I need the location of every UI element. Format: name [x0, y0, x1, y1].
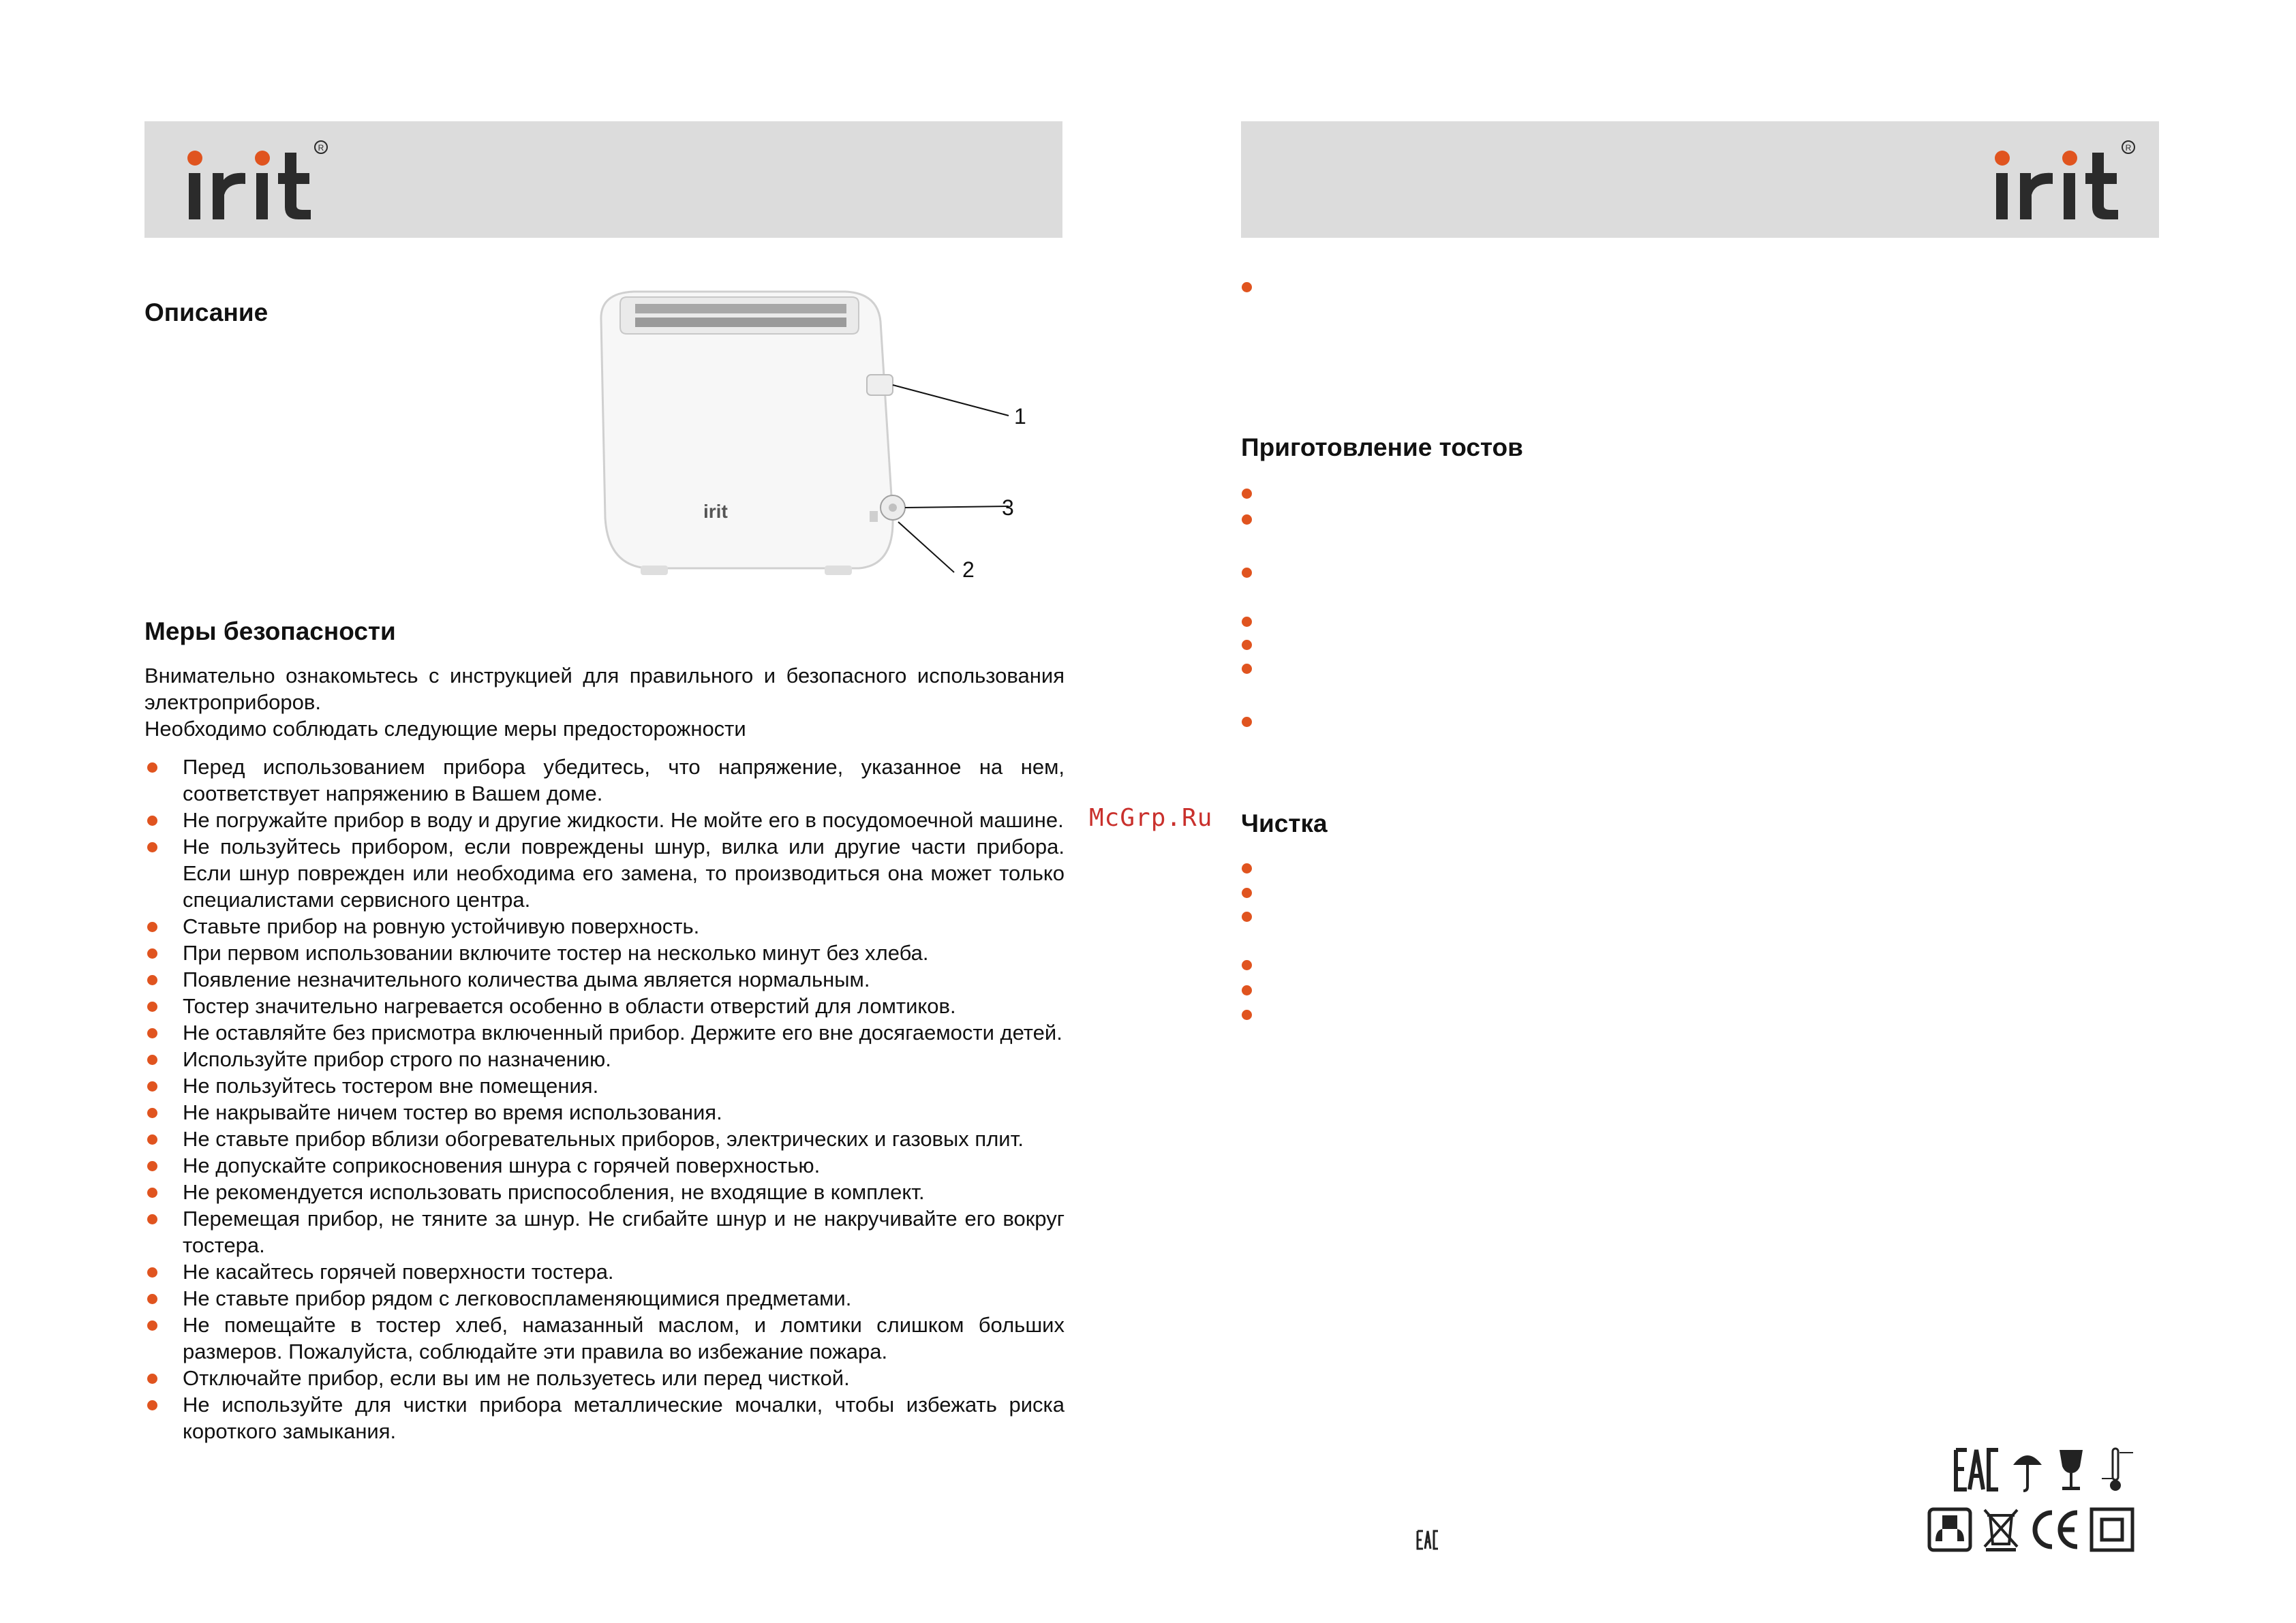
bullet-icon — [147, 948, 157, 959]
list-item: Не касайтесь горячей поверхности тостера. — [144, 1258, 1065, 1285]
description-heading: Описание — [144, 298, 269, 326]
bullet-icon — [147, 1055, 157, 1065]
bullet-icon — [147, 975, 157, 985]
bullet-icon — [1242, 640, 1252, 650]
bullet-icon — [1242, 664, 1252, 674]
bullet-icon — [147, 922, 157, 932]
bullet-icon — [1242, 912, 1252, 922]
watermark-text: McGrp.Ru — [1089, 804, 1213, 832]
bullet-icon — [1242, 489, 1252, 499]
bullet-icon — [147, 1188, 157, 1198]
bullet-icon — [1242, 888, 1252, 898]
bullet-icon — [147, 762, 157, 773]
eac-small-mark — [1416, 1530, 1439, 1554]
list-item: Не пользуйтесь прибором, если повреждены шнур, вилка или другие части прибора. Если шнур поврежден или необходима его замена, то производиться она может только специалистами сервисного центра. — [144, 833, 1065, 913]
svg-text:R: R — [2125, 143, 2132, 153]
list-item: Не оставляйте без присмотра включенный прибор. Держите его вне досягаемости детей. — [144, 1019, 1065, 1046]
bullet-icon — [147, 1267, 157, 1278]
bullet-icon — [1242, 985, 1252, 995]
callout-2: 2 — [962, 557, 975, 582]
list-item: Не ставьте прибор рядом с легковоспламеняющимися предметами. — [144, 1285, 1065, 1312]
bullet-icon — [1242, 282, 1252, 292]
weee-bin-icon — [1982, 1507, 2020, 1552]
intro-precautions: Необходимо соблюдать следующие меры предосторожности — [144, 717, 746, 741]
safety-list — [144, 754, 1065, 1444]
list-item: Перемещая прибор, не тяните за шнур. Не сгибайте шнур и не накручивайте его вокруг тостера. — [144, 1205, 1065, 1258]
cert-row-bottom — [1927, 1507, 2134, 1552]
list-item: Не используйте для чистки прибора металлические мочалки, чтобы избежать риска короткого замыкания. — [144, 1391, 1065, 1444]
list-item: Не погружайте прибор в воду и другие жидкости. Не мойте его в посудомоечной машине. — [144, 807, 1065, 833]
intro-paragraph: Внимательно ознакомьтесь с инструкцией для правильного и безопасного использования электроприборов. — [144, 664, 1065, 714]
irit-logo-right — [1990, 134, 2140, 229]
list-item: Появление незначительного количества дыма является нормальным. — [144, 966, 1065, 993]
bullet-icon — [147, 1214, 157, 1224]
temperature-icon — [2098, 1446, 2139, 1494]
fragile-glass-icon — [2054, 1446, 2088, 1494]
list-item: При первом использовании включите тостер на несколько минут без хлеба. — [144, 940, 1065, 966]
safety-heading: Меры безопасности — [144, 617, 396, 645]
bullet-icon — [147, 1108, 157, 1118]
bullet-icon — [147, 1002, 157, 1012]
bullet-icon — [147, 1374, 157, 1384]
bullet-icon — [1242, 863, 1252, 874]
list-item: Отключайте прибор, если вы им не пользуетесь или перед чисткой. — [144, 1365, 1065, 1391]
bullet-icon — [1242, 1010, 1252, 1020]
cert-row-top — [1953, 1446, 2139, 1494]
list-item: Не накрывайте ничем тостер во время использования. — [144, 1099, 1065, 1126]
bullet-icon — [147, 842, 157, 852]
bullet-icon — [147, 1161, 157, 1171]
list-item: Используйте прибор строго по назначению. — [144, 1046, 1065, 1072]
hands-care-icon — [1927, 1507, 1972, 1552]
callout-3: 3 — [1002, 495, 1014, 520]
svg-text:R: R — [318, 143, 324, 153]
bullet-icon — [147, 1294, 157, 1304]
umbrella-icon — [2010, 1446, 2045, 1494]
toast-heading: Приготовление тостов — [1241, 433, 1523, 461]
list-item: Не ставьте прибор вблизи обогревательных приборов, электрических и газовых плит. — [144, 1126, 1065, 1152]
bullet-icon — [147, 1320, 157, 1331]
svg-text:irit: irit — [703, 501, 728, 522]
safety-intro — [144, 662, 1065, 742]
toaster-illustration — [572, 279, 1050, 593]
list-item: Тостер значительно нагревается особенно в области отверстий для ломтиков. — [144, 993, 1065, 1019]
list-item: Не допускайте соприкосновения шнура с горячей поверхностью. — [144, 1152, 1065, 1179]
bullet-icon — [147, 1081, 157, 1092]
bullet-icon — [147, 1134, 157, 1145]
list-item: Ставьте прибор на ровную устойчивую поверхность. — [144, 913, 1065, 940]
list-item: Не пользуйтесь тостером вне помещения. — [144, 1072, 1065, 1099]
callout-1: 1 — [1014, 404, 1026, 429]
list-item: Перед использованием прибора убедитесь, что напряжение, указанное на нем, соответствует напряжению в Вашем доме. — [144, 754, 1065, 807]
bullet-icon — [1242, 960, 1252, 970]
eac-icon — [1953, 1446, 2001, 1494]
bullet-icon — [1242, 617, 1252, 627]
bullet-icon — [147, 816, 157, 826]
bullet-icon — [1242, 568, 1252, 578]
bullet-icon — [1242, 514, 1252, 525]
class-ii-icon — [2090, 1507, 2134, 1552]
list-item: Не рекомендуется использовать приспособления, не входящие в комплект. — [144, 1179, 1065, 1205]
bullet-icon — [147, 1028, 157, 1038]
irit-logo-left — [183, 134, 333, 229]
bullet-icon — [1242, 717, 1252, 727]
list-item: Не помещайте в тостер хлеб, намазанный маслом, и ломтики слишком больших размеров. Пожалуйста, соблюдайте эти правила во избежание пожара. — [144, 1312, 1065, 1365]
ce-mark-icon — [2030, 1507, 2080, 1552]
bullet-icon — [147, 1400, 157, 1410]
cleaning-heading: Чистка — [1241, 809, 1328, 837]
